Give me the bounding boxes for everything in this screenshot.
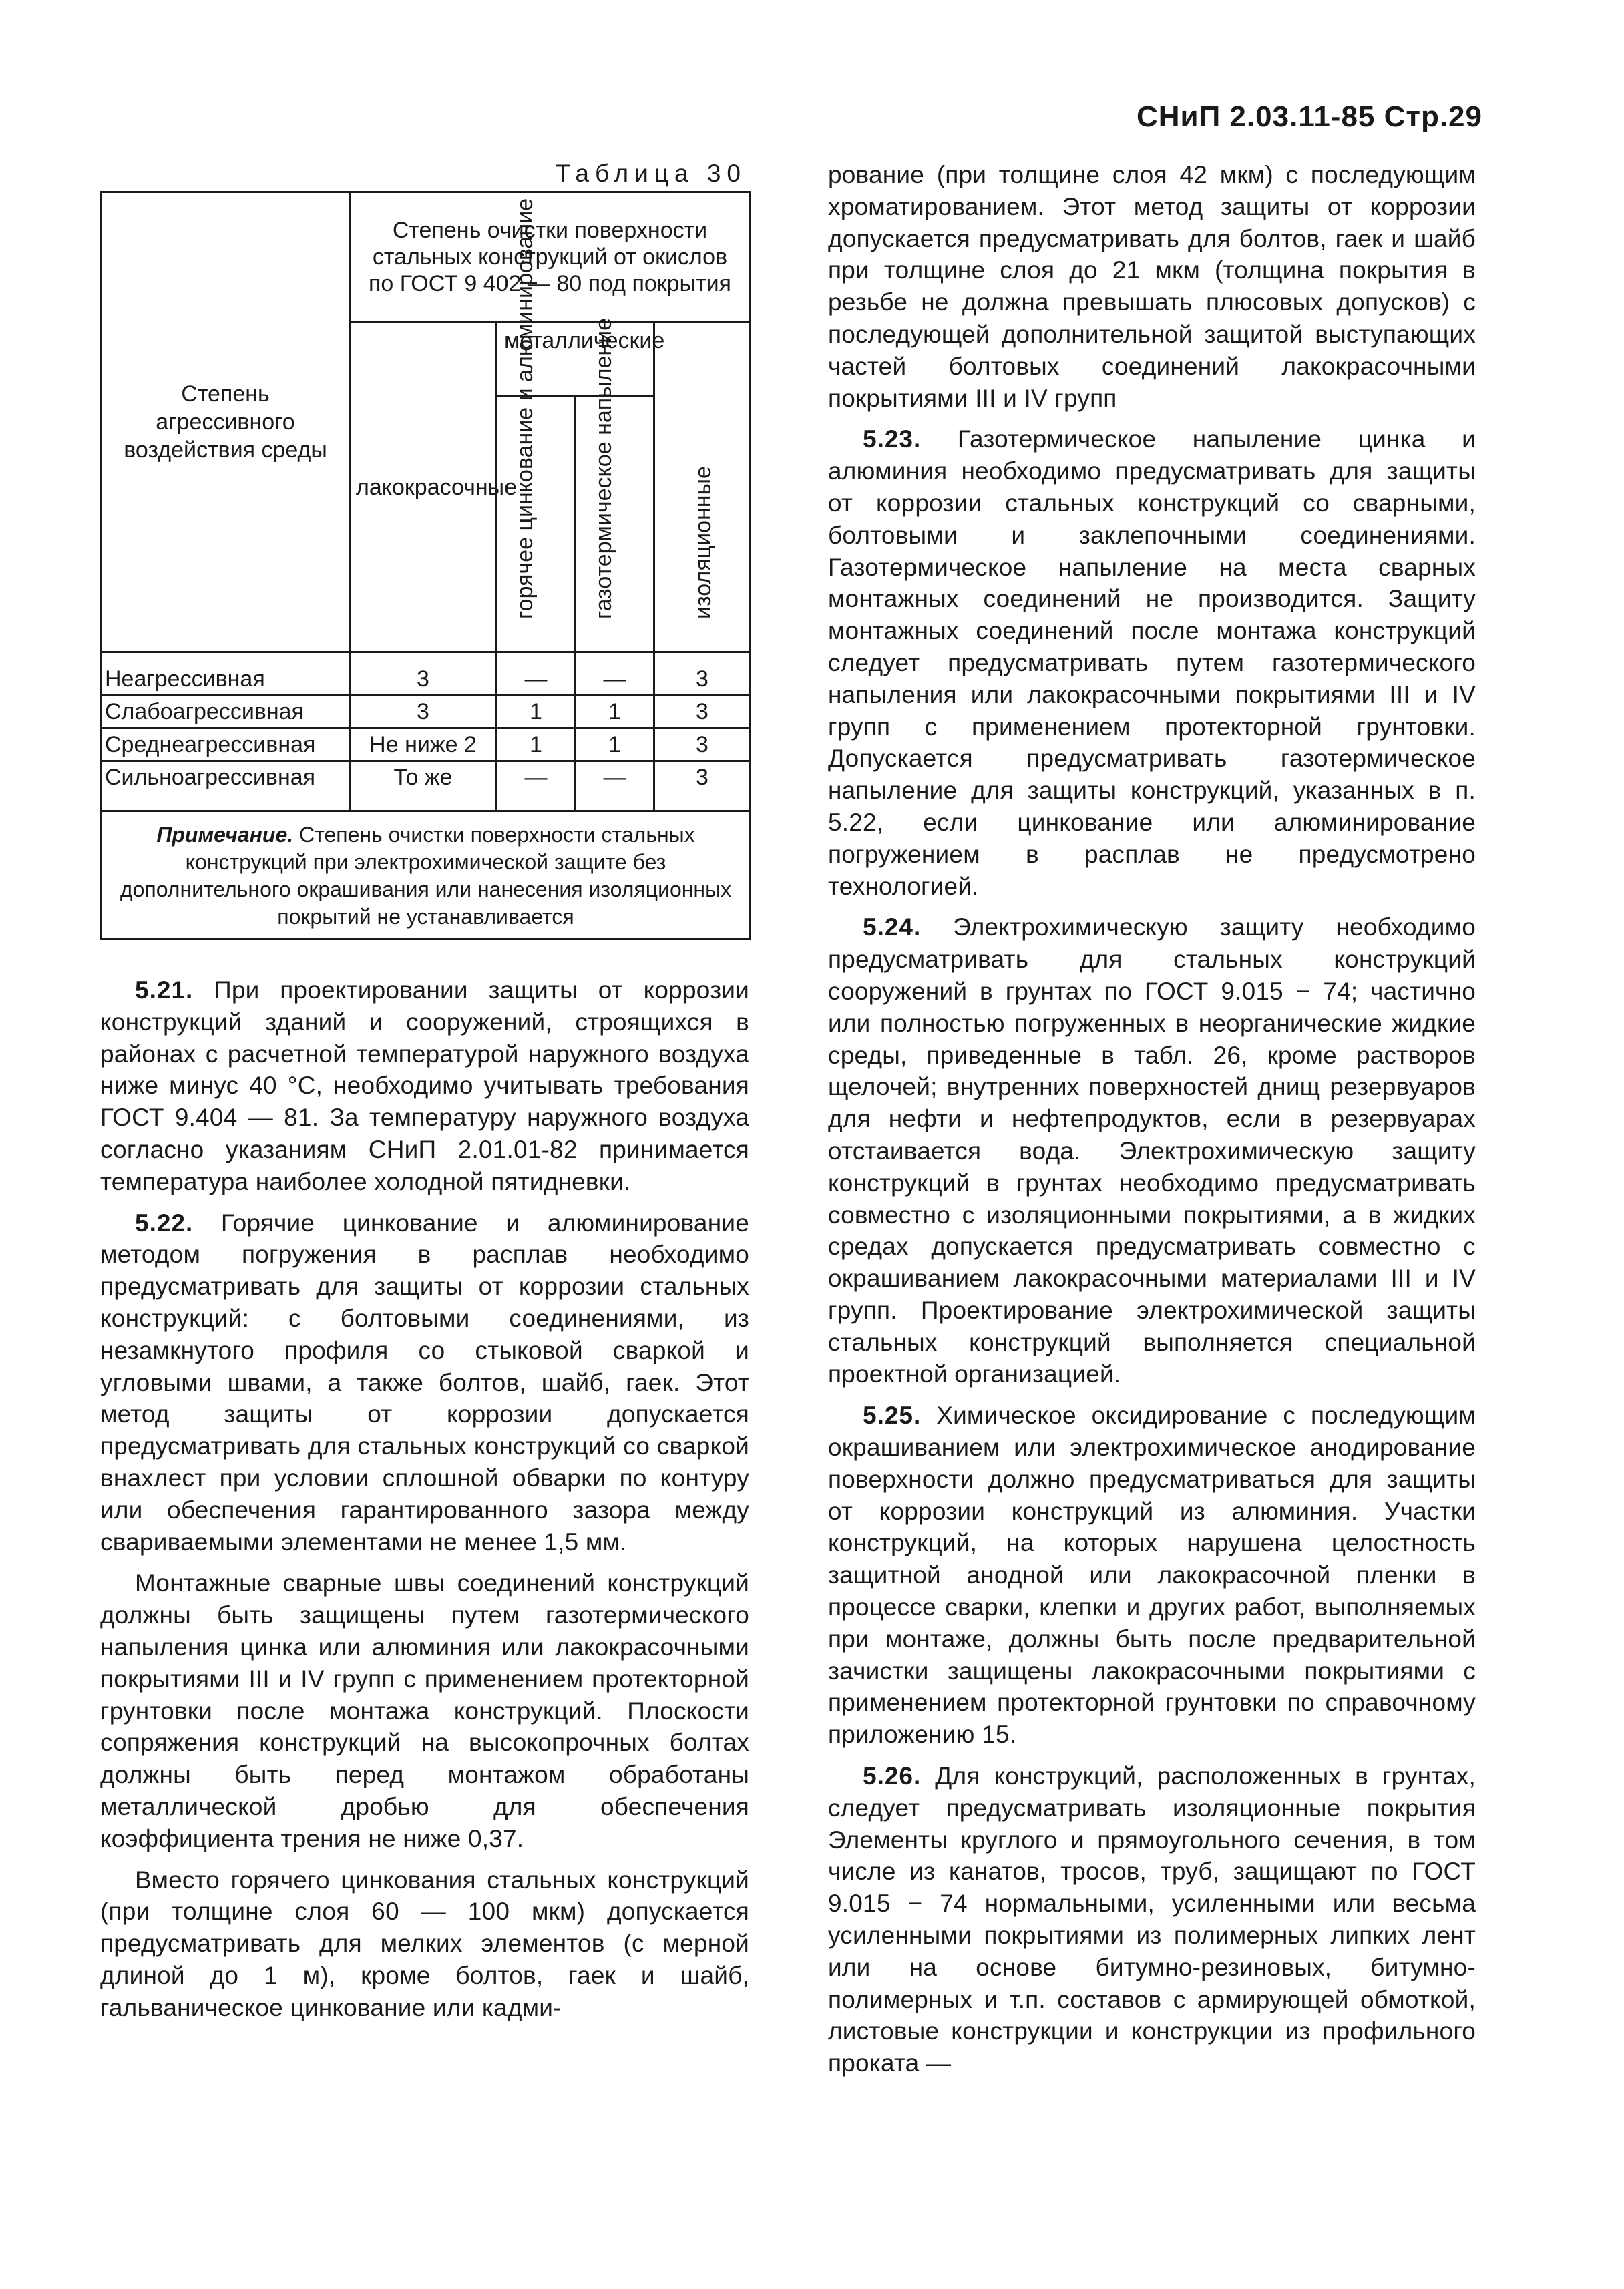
table-header-insulating: изоляционные [654,323,751,652]
paragraph-5-23: 5.23. Газотермическое напыление цинка и алюминия необходимо предусматривать для защиты от коррозии стальных конструкций со сварными, болтовыми и заклепочными соединениями. Газотермическое напыление на места сварных монтажных соединений не производится. Защиту монтажных соединений после монтажа конструкций следует предусматривать путем газотермического напыления или лакокрасочными покрытиями III и IV групп с применением протекторной грунтовки. Допускается предусматривать газотермическое напыление для защиты конструкций, указанных в п. 5.22, если цинкование или алюминирование погружением в расплав не предусмотрено технологией. [828,425,1476,900]
paragraph-5-24: 5.24. Электрохимическую защиту необходимо предусматривать для стальных конструкций сооружений в грунтах по ГОСТ 9.015 − 74; частично или полностью погруженных в неорганические жидкие среды, приведенные в табл. 26, кроме растворов щелочей; внутренних поверхностей днищ резервуаров для нефти и нефтепродуктов, если в резервуарах отстаивается вода. Электрохимическую защиту конструкций в грунтах необходимо предусматривать совместно с изоляционными покрытиями, а в жидких средах допускается предусматривать совместно с окрашиванием лакокрасочными материалами III и IV групп. Проектирование электрохимической защиты стальных конструкций выполняется специальной проектной организацией. [828,913,1476,1388]
paragraph-5-22-welds: Монтажные сварные швы соединений конструкций должны быть защищены путем газотермического напыления цинка или алюминия или лакокрасочными покрытиями III и IV групп с применением протекторной грунтовки после монтажа конструкций. Плоскости сопряжения конструкций на высокопрочных болтах должны быть перед монтажом обработаны металлической дробью для обеспечения коэффициента трения не ниже 0,37. [100,1569,749,1852]
table-row: Слабоагрессивная 3 1 1 3 [102,696,751,729]
paragraph-5-22-galvanic: Вместо горячего цинкования стальных конструкций (при толщине слоя 60 — 100 мкм) допускается предусматривать для мелких элементов (с мерной длиной до 1 м), кроме болтов, гаек и шайб, гальваническое цинкование или кадми- [100,1866,749,2021]
left-column [100,159,749,2024]
paragraph-5-21: 5.21. При проектировании защиты от коррозии конструкций зданий и сооружений, строящихся в районах с расчетной температурой наружного воздуха ниже минус 40 °С, необходимо учитывать требования ГОСТ 9.404 — 81. За температуру наружного воздуха согласно указаниям СНиП 2.01.01-82 принимается температура наиболее холодной пятидневки. [100,976,749,1195]
paragraph-5-22: 5.22. Горячие цинкование и алюминирование методом погружения в расплав необходимо предусматривать для защиты от коррозии стальных конструкций: с болтовыми соединениями, из незамкнутого профиля со стыковой сваркой и угловыми швами, а также болтов, шайб, гаек. Этот метод защиты от коррозии допускается предусматривать для стальных конструкций со сваркой внахлест при условии сплошной обварки по контуру или обеспечения гарантированного зазора между свариваемыми элементами не менее 1,5 мм. [100,1209,749,1556]
table-caption: Таблица 30 [555,160,747,187]
note-text: Степень очистки поверхности стальных конструкций при электрохимической защите без дополнительного окрашивания или нанесения изоляционных покрытий не устанавливается [120,823,732,929]
running-title: СНиП 2.03.11-85 Стр.29 [1136,100,1482,133]
note-label: Примечание. [156,823,294,847]
table-header-paint: лакокрасочные [350,323,497,652]
table-header-gasthermal: газотермическое напыление [576,397,654,652]
paragraph-5-25: 5.25. Химическое оксидирование с последующим окрашиванием или электрохимическое анодирование поверхности должно предусматриваться для защиты от коррозии конструкций из алюминия. Участки конструкций, на которых нарушена целостность защитной анодной или лакокрасочной пленки в процессе сварки, клепки и других работ, выполняемых при монтаже, должны быть после предварительной зачистки защищены лакокрасочными покрытиями с применением протекторной грунтовки по справочному приложению 15. [828,1402,1476,1749]
table-row: Сильноагрессивная То же — — 3 [102,761,751,811]
table-header-metal: металлические [497,323,654,397]
table-30 [100,191,751,940]
table-note [102,811,751,939]
table-header-hot: горячее цинкование и алюминирование [497,397,576,652]
paragraph-5-26: 5.26. Для конструкций, расположенных в грунтах, следует предусматривать изоляционные покрытия Элементы круглого и прямоугольного сечения, в том числе из канатов, тросов, труб, защищают по ГОСТ 9.015 − 74 нормальными, усиленными или весьма усиленными покрытиями из полимерных липких лент или на основе битумно-резиновых, битумно-полимерных и т.п. составов с армирующей обмоткой, листовые конструкции и конструкции из профильного проката — [828,1762,1476,2077]
table-stub-header: Степень агрессивного воздействия среды [102,192,350,652]
right-column [828,159,1476,2079]
table-row: Неагрессивная 3 — — 3 [102,652,751,696]
table-row: Среднеагрессивная Не ниже 2 1 1 3 [102,729,751,761]
table-group-header: Степень очистки поверхности стальных конструкций от окислов по ГОСТ 9 402 — 80 под покрытия [350,192,751,323]
paragraph-5-22-continued: рование (при толщине слоя 42 мкм) с последующим хроматированием. Этот метод защиты от коррозии допускается предусматривать для болтов, гаек и шайб при толщине слоя до 21 мкм (толщина покрытия в резьбе не должна превышать плюсовых допусков) с последующей дополнительной защитой выступающих частей болтовых соединений лакокрасочными покрытиями III и IV групп [828,161,1476,412]
